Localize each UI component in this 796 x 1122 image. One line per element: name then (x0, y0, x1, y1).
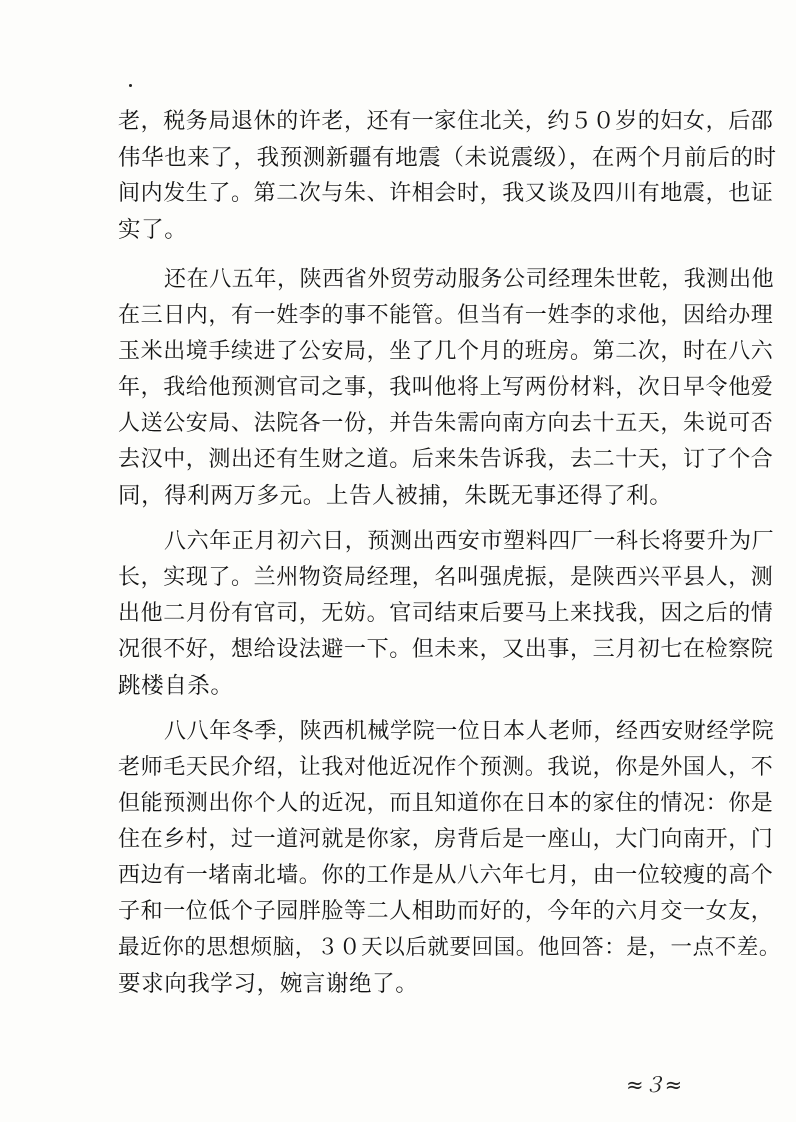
text-line: 年，我给他预测官司之事，我叫他将上写两份材料，次日早令他爱 (118, 375, 774, 400)
text-line: 伟华也来了，我预测新疆有地震（未说震级），在两个月前后的时 (118, 145, 777, 171)
text-line: 西边有一堵南北墙。你的工作是从八六年七月，由一位较瘦的高个 (118, 863, 774, 888)
text-line: 还在八五年，陕西省外贸劳动服务公司经理朱世乾，我测出他 (164, 267, 775, 292)
stray-ink-mark (129, 84, 132, 87)
text-line: 长，实现了。兰州物资局经理，名叫强虎振，是陕西兴平县人，测 (118, 565, 774, 590)
paragraph-1 (118, 104, 782, 248)
text-line: 同，得利两万多元。上告人被捕，朱既无事还得了利。 (118, 483, 673, 509)
text-line: 但能预测出你个人的近况，而且知道你在日本的家住的情况：你是 (118, 791, 774, 816)
paragraph-3 (118, 524, 782, 704)
paragraph-4 (118, 714, 782, 1002)
text-line: 老师毛天民介绍，让我对他近况作个预测。我说，你是外国人，不 (118, 755, 774, 780)
text-line: 去汉中，测出还有生财之道。后来朱告诉我，去二十天，订了个合 (118, 447, 774, 472)
text-line: 要求向我学习，婉言谢绝了。 (118, 971, 419, 997)
body-text (118, 104, 782, 1002)
text-line: 跳楼自杀。 (118, 673, 234, 699)
page-number: ≈３≈ (626, 1073, 683, 1097)
text-line: 人送公安局、法院各一份，并告朱需向南方向去十五天，朱说可否 (118, 411, 774, 436)
paragraph-2 (118, 262, 782, 514)
text-line: 老，税务局退休的许老，还有一家住北关，约５０岁的妇女，后邵 (118, 109, 774, 134)
text-line: 出他二月份有官司，无妨。官司结束后要马上来找我，因之后的情 (118, 601, 774, 626)
text-line: 子和一位低个子园胖脸等二人相助而好的，今年的六月交一女友， (118, 899, 774, 924)
text-line: 在三日内，有一姓李的事不能管。但当有一姓李的求他，因给办理 (118, 303, 774, 328)
text-line: 实了。 (118, 217, 188, 243)
text-line: 况很不好，想给设法避一下。但未来，又出事，三月初七在检察院 (118, 637, 774, 662)
text-line: 八八年冬季，陕西机械学院一位日本人老师，经西安财经学院 (164, 719, 775, 744)
text-line: 最近你的思想烦脑，３０天以后就要回国。他回答：是，一点不差。 (118, 935, 782, 960)
text-line: 间内发生了。第二次与朱、许相会时，我又谈及四川有地震，也证 (118, 181, 774, 206)
text-line: 八六年正月初六日，预测出西安市塑料四厂一科长将要升为厂 (164, 529, 775, 554)
text-line: 住在乡村，过一道河就是你家，房背后是一座山，大门向南开，门 (118, 827, 774, 852)
text-line: 玉米出境手续进了公安局，坐了几个月的班房。第二次，时在八六 (118, 339, 774, 364)
